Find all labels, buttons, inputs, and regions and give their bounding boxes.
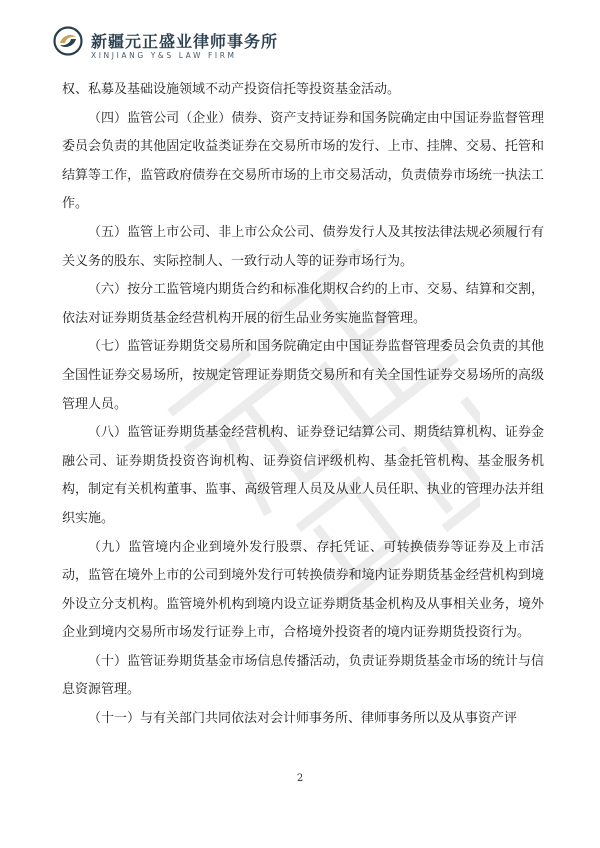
firm-logo-icon (53, 26, 83, 56)
paragraph: （八）监管证券期货基金经营机构、证券登记结算公司、期货结算机构、证券金融公司、证券期货投资咨询机构、证券资信评级机构、基金托管机构、基金服务机构，制定有关机构董事、监事、高级管理人员及从业人员任职、执业的管理办法并组织实施。 (62, 425, 544, 526)
paragraph: 权、私募及基础设施领域不动产投资信托等投资基金活动。 (62, 82, 401, 97)
paragraph: （六）按分工监管境内期货合约和标准化期权合约的上市、交易、结算和交割，依法对证券期货基金经营机构开展的衍生品业务实施监督管理。 (62, 282, 544, 326)
paragraph: （九）监管境内企业到境外发行股票、存托凭证、可转换债券等证券及上市活动，监管在境外上市的公司到境外发行可转换债券和境内证券期货基金经营机构到境外设立分支机构。监管境外机构到境内设立证券期货基金机构及从事相关业务，境外企业到境内交易所市场发行证券上市，合格境外投资者的境内证券期货投资行为。 (62, 539, 544, 641)
firm-name-en: XINJIANG Y&S LAW FIRM (91, 51, 237, 60)
page-number: 2 (296, 773, 304, 784)
paragraph: （十）监管证券期货基金市场信息传播活动，负责证券期货基金市场的统计与信息资源管理。 (62, 653, 544, 698)
paragraph: （七）监管证券期货交易所和国务院确定由中国证券监督管理委员会负责的其他全国性证券交易场所，按规定管理证券期货交易所和有关全国性证券交易场所的高级管理人员。 (62, 339, 544, 412)
paragraph: （四）监管公司（企业）债券、资产支持证券和国务院确定由中国证券监督管理委员会负责的其他固定收益类证券在交易所市场的发行、上市、挂牌、交易、托管和结算等工作，监管政府债券在交易所市场的上市交易活动，负责债券市场统一执法工作。 (62, 110, 544, 212)
paragraph: （五）监管上市公司、非上市公众公司、债券发行人及其按法律法规必须履行有关义务的股东、实际控制人、一致行动人等的证券市场行为。 (62, 224, 544, 269)
document-body (62, 76, 544, 734)
paragraph: （十一）与有关部门共同依法对会计师事务所、律师事务所以及从事资产评 (88, 711, 518, 727)
firm-name-cn: 新疆元正盛业律师事务所 (91, 32, 279, 51)
page-header (0, 0, 600, 80)
